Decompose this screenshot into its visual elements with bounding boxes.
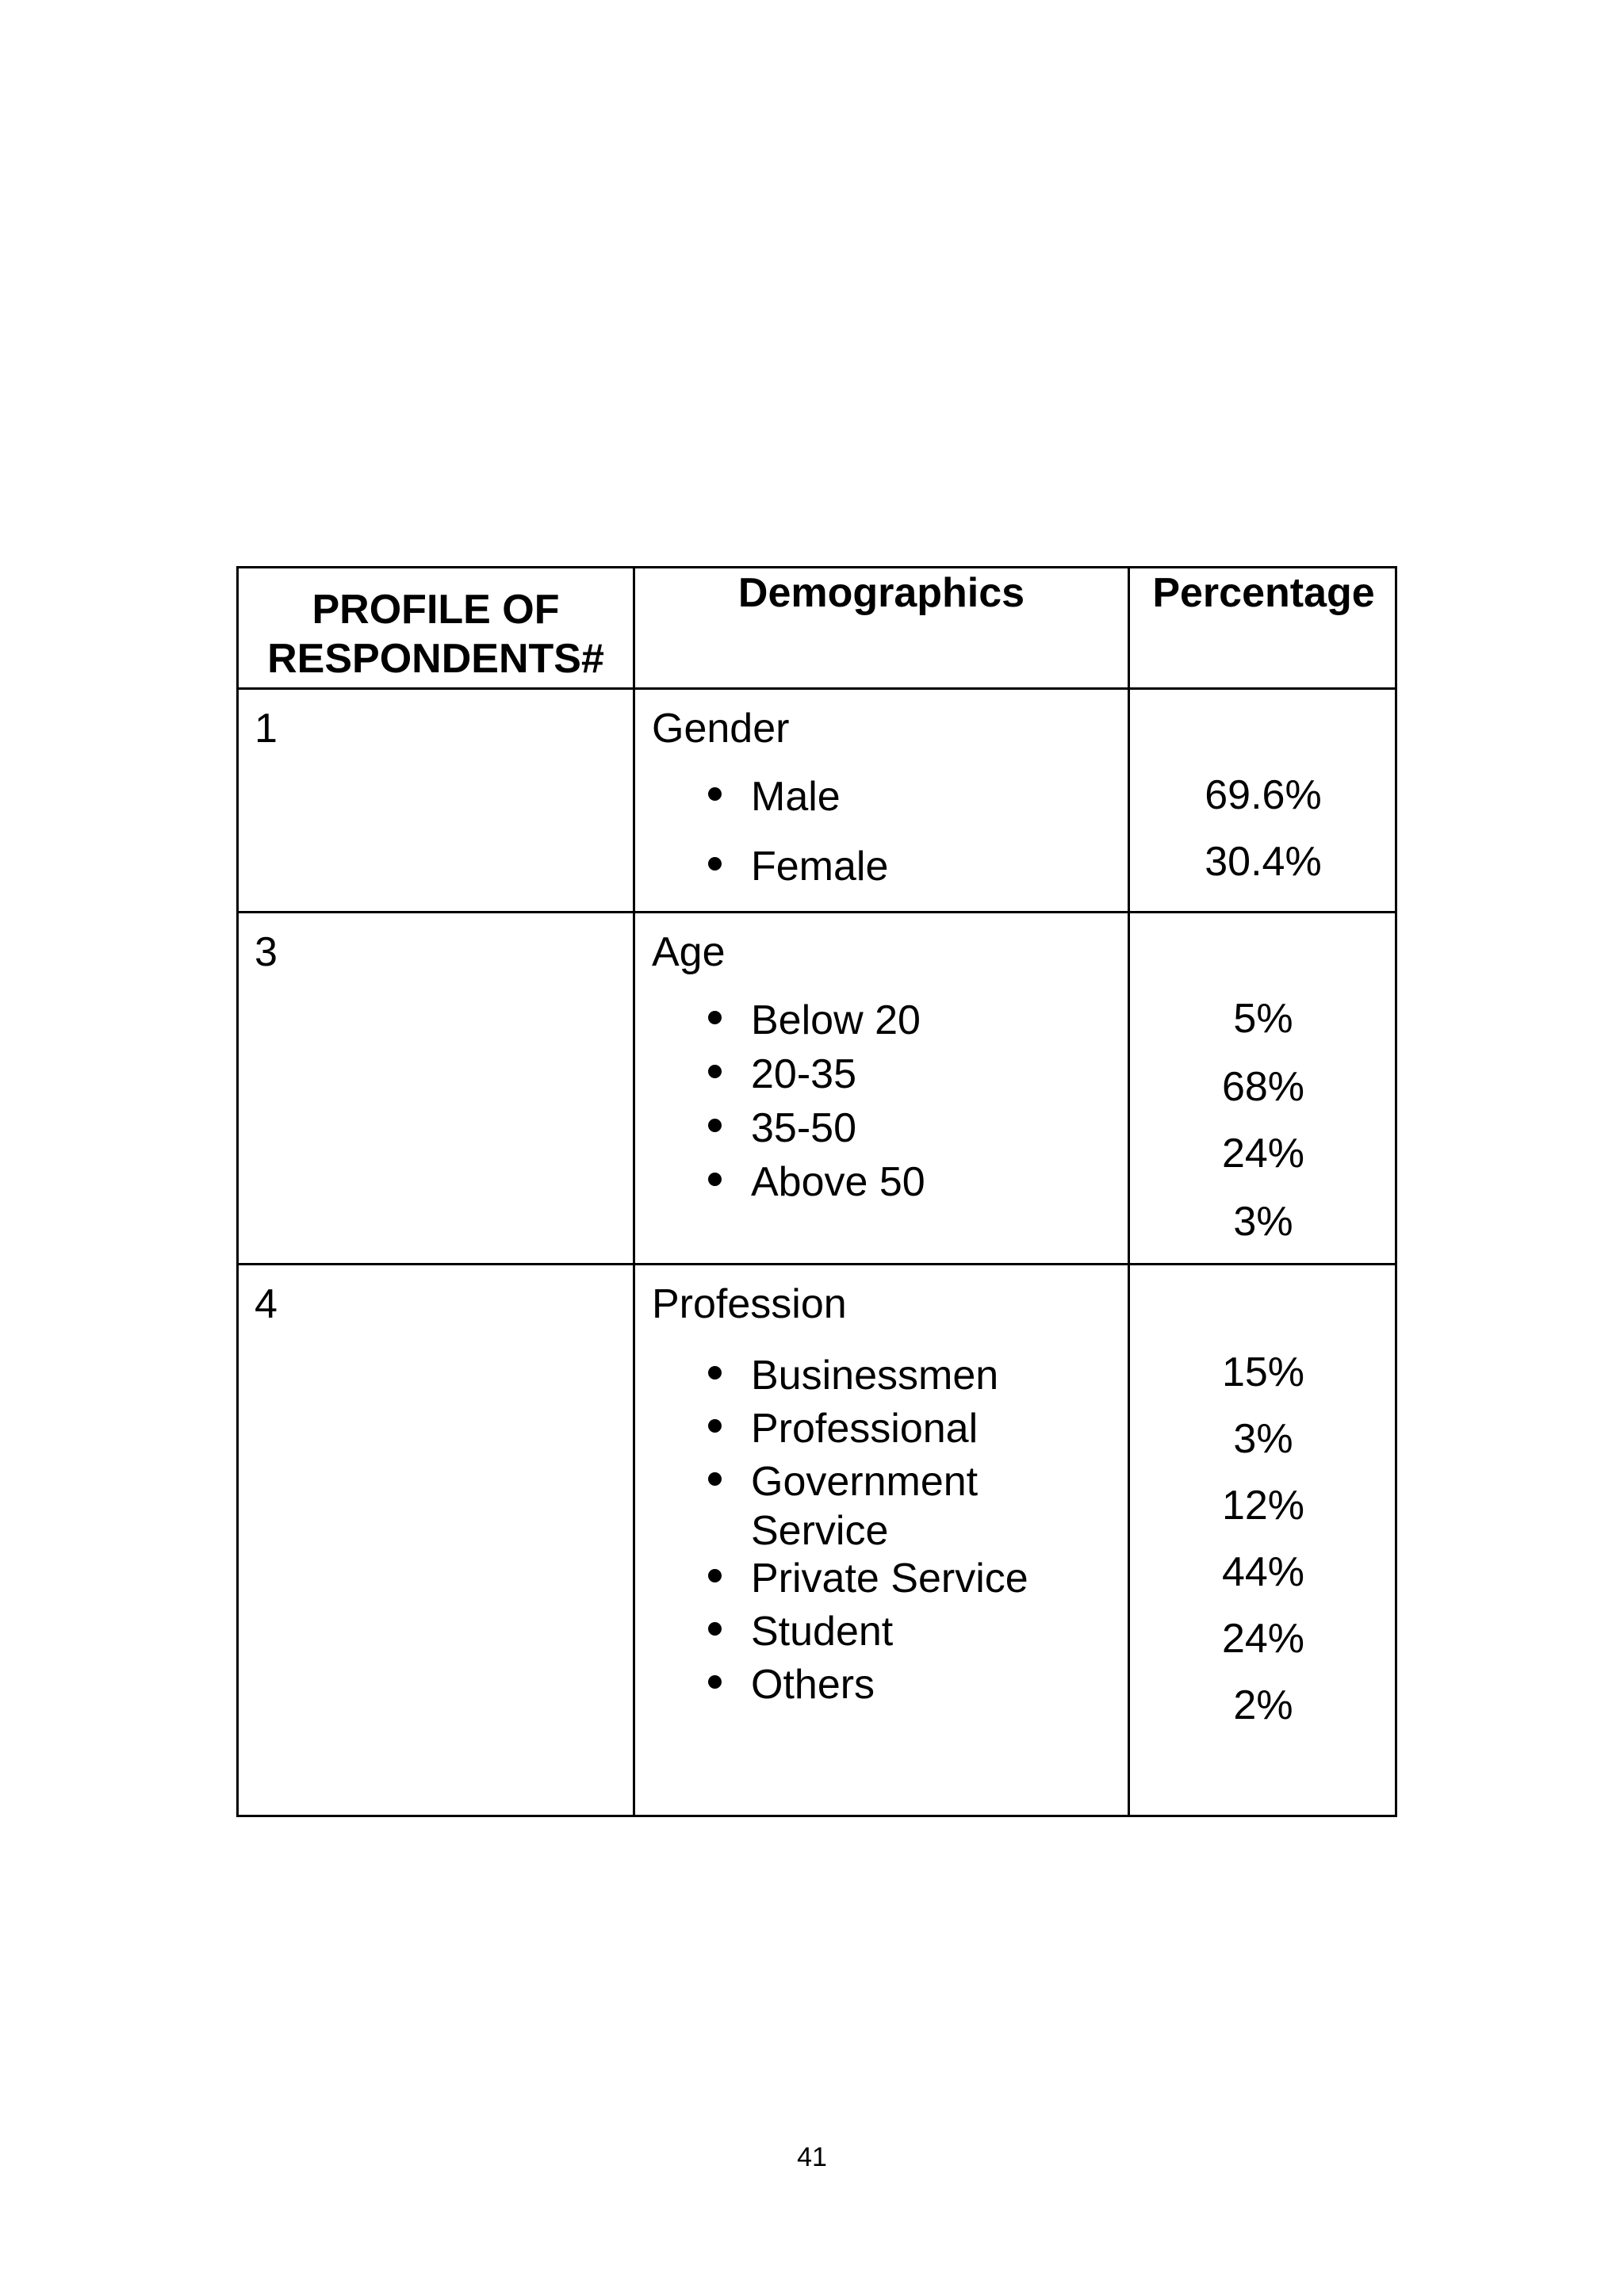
percentage-value: 5% xyxy=(1233,996,1293,1042)
percentage-value: 24% xyxy=(1221,1131,1305,1177)
header-profile xyxy=(239,585,633,683)
list-item-label: Government xyxy=(751,1459,979,1505)
list-item-label-continued: Service xyxy=(751,1508,889,1554)
percentage-value: 30.4% xyxy=(1205,839,1322,885)
bullet-icon xyxy=(708,1675,722,1689)
list-item-label: 35-50 xyxy=(751,1105,856,1151)
row-number: 1 xyxy=(255,706,278,752)
percentage-value: 2% xyxy=(1233,1682,1293,1728)
bullet-icon xyxy=(708,787,722,801)
list-item-label: Others xyxy=(751,1662,875,1708)
bullet-icon xyxy=(708,1472,722,1486)
header-profile-line2: RESPONDENTS# xyxy=(267,636,604,682)
percentage-value: 68% xyxy=(1221,1064,1305,1110)
percentage-value: 44% xyxy=(1221,1549,1305,1595)
bullet-icon xyxy=(708,1011,722,1024)
bullet-icon xyxy=(708,1065,722,1078)
percentage-value: 3% xyxy=(1233,1199,1293,1245)
profile-table xyxy=(236,566,1397,1817)
category-label: Profession xyxy=(652,1281,847,1327)
header-profile-line1: PROFILE OF xyxy=(312,587,560,633)
header-percentage: Percentage xyxy=(1152,570,1375,616)
category-label: Gender xyxy=(652,706,790,752)
list-item-label: 20-35 xyxy=(751,1051,856,1097)
list-item-label: Professional xyxy=(751,1406,979,1452)
column-divider xyxy=(633,568,635,1815)
row-number: 3 xyxy=(255,929,278,975)
list-item-label: Student xyxy=(751,1609,894,1655)
row-divider xyxy=(239,687,1395,690)
list-item-label: Private Service xyxy=(751,1556,1028,1601)
percentage-value: 69.6% xyxy=(1205,772,1322,818)
page-number: 41 xyxy=(797,2142,827,2172)
row-divider xyxy=(239,1263,1395,1265)
bullet-icon xyxy=(708,1119,722,1132)
bullet-icon xyxy=(708,1173,722,1186)
percentage-value: 15% xyxy=(1221,1349,1305,1395)
percentage-value: 24% xyxy=(1221,1616,1305,1662)
list-item-label: Businessmen xyxy=(751,1353,999,1399)
row-divider xyxy=(239,911,1395,913)
percentage-value: 3% xyxy=(1233,1416,1293,1462)
category-label: Age xyxy=(652,929,726,975)
row-number: 4 xyxy=(255,1281,278,1327)
bullet-icon xyxy=(708,1419,722,1433)
bullet-icon xyxy=(708,857,722,871)
header-demographics: Demographics xyxy=(737,570,1025,616)
percentage-value: 12% xyxy=(1221,1483,1305,1529)
bullet-icon xyxy=(708,1622,722,1636)
list-item-label: Above 50 xyxy=(751,1159,925,1205)
list-item-label: Female xyxy=(751,844,889,890)
list-item-label: Below 20 xyxy=(751,997,921,1043)
bullet-icon xyxy=(708,1366,722,1380)
list-item-label: Male xyxy=(751,774,841,820)
bullet-icon xyxy=(708,1569,722,1582)
